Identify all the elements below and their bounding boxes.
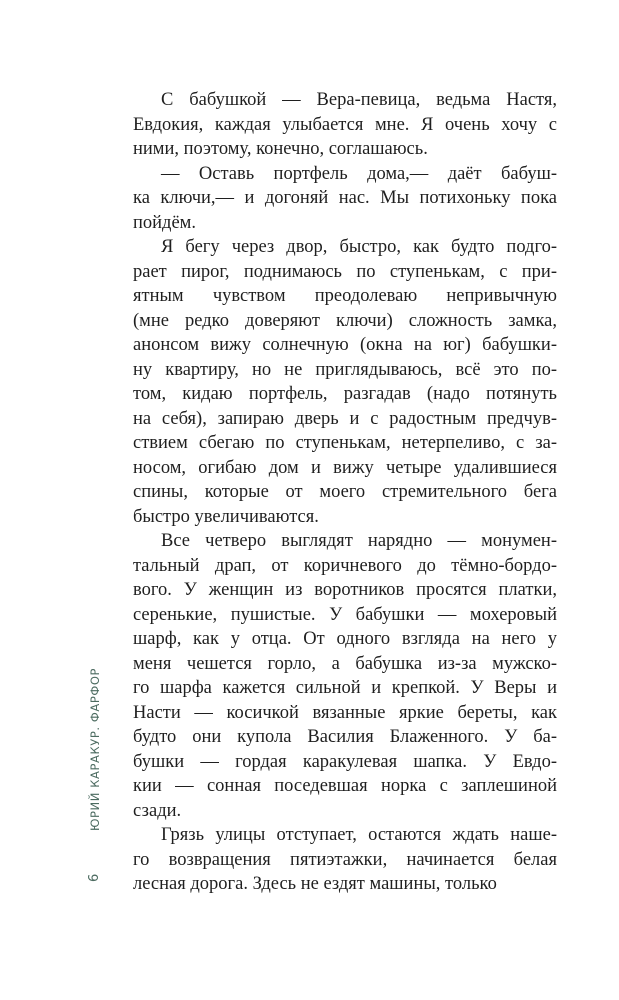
- paragraph: [133, 529, 557, 823]
- text-line: тальный драп, от коричневого до тёмно-бордо-: [133, 555, 557, 576]
- page-text: [133, 88, 557, 897]
- text-line: ними, поэтому, конечно, соглашаюсь.: [133, 139, 428, 159]
- text-line: ну квартиру, но не приглядываюсь, всё это по-: [133, 359, 557, 380]
- text-line: быстро увеличиваются.: [133, 506, 319, 527]
- text-line: анонсом вижу солнечную (окна на юг) бабушки-: [133, 335, 557, 355]
- text-line: го шарфа кажется сильной и крепкой. У Веры и: [133, 678, 557, 698]
- text-line: шарф, как у отца. От одного взгляда на него у: [133, 629, 557, 649]
- paragraph: [133, 88, 557, 162]
- text-line: том, кидаю портфель, разгадав (надо потянуть: [133, 384, 557, 404]
- text-line: ятным чувством преодолеваю непривычную: [133, 286, 557, 306]
- text-line: пойдём.: [133, 212, 197, 233]
- page-number: 6: [87, 873, 102, 882]
- text-line: ка ключи,— и догоняй нас. Мы потихоньку пока: [133, 188, 557, 208]
- spine-book-title: ЮРИЙ КАРАКУР. ФАРФОР: [88, 667, 102, 831]
- text-line: С бабушкой — Вера-певица, ведьма Настя,: [161, 90, 557, 110]
- text-line: — Оставь портфель дома,— даёт бабуш-: [161, 163, 557, 184]
- text-line: спины, которые от моего стремительного бега: [133, 482, 557, 502]
- text-line: Я бегу через двор, быстро, как будто подго-: [161, 237, 557, 257]
- text-line: Евдокия, каждая улыбается мне. Я очень хочу с: [133, 114, 557, 135]
- text-line: Насти — косичкой вязанные яркие береты, как: [133, 702, 557, 723]
- text-line: носом, огибаю дом и вижу четыре удалившиеся: [133, 457, 557, 478]
- text-line: Грязь улицы отступает, остаются ждать наше-: [161, 825, 557, 845]
- paragraph: [133, 162, 557, 236]
- text-line: сзади.: [133, 800, 182, 821]
- paragraph: [133, 823, 557, 897]
- text-line: меня чешется горло, а бабушка из-за мужско-: [133, 653, 557, 674]
- text-line: Все четверо выглядят нарядно — монумен-: [161, 531, 557, 551]
- text-line: (мне редко доверяют ключи) сложность замка,: [133, 310, 557, 331]
- text-line: серенькие, пушистые. У бабушки — мохеровый: [133, 604, 557, 625]
- text-line: на себя), запираю дверь и с радостным предчув-: [133, 408, 557, 429]
- text-line: рает пирог, поднимаюсь по ступенькам, с при-: [133, 261, 557, 282]
- text-line: го возвращения пятиэтажки, начинается белая: [133, 849, 557, 870]
- paragraph: [133, 235, 557, 529]
- text-line: кии — сонная поседевшая норка с заплешиной: [133, 776, 557, 796]
- text-line: лесная дорога. Здесь не ездят машины, только: [133, 874, 497, 894]
- text-line: бушки — гордая каракулевая шапка. У Евдо-: [133, 751, 557, 772]
- text-line: будто они купола Василия Блаженного. У ба-: [133, 727, 557, 747]
- text-line: ствием сбегаю по ступенькам, нетерпеливо, с за-: [133, 433, 557, 453]
- text-line: вого. У женщин из воротников просятся платки,: [133, 580, 557, 600]
